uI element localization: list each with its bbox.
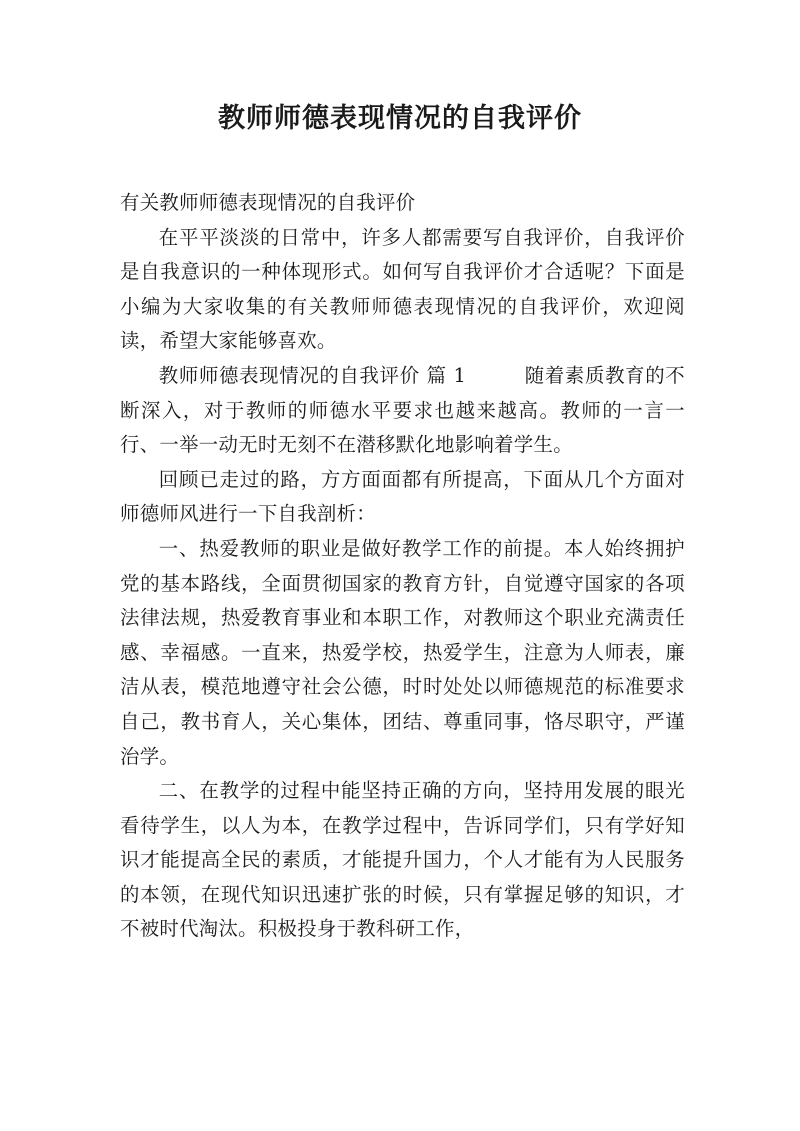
body-paragraph: 一、热爱教师的职业是做好教学工作的前提。本人始终拥护党的基本路线，全面贯彻国家的教育方针，自觉遵守国家的各项法律法规，热爱教育事业和本职工作，对教师这个职业充满责任感、幸福感。一直来，热爱学校，热爱学生，注意为人师表，廉洁从表，模范地遵守社会公德，时时处处以师德规范的标准要求自己，教书育人，关心集体，团结、尊重同事，恪尽职守，严谨治学。 [120, 536, 685, 768]
section-paragraph [120, 359, 685, 463]
document-subtitle: 有关教师师德表现情况的自我评价 [120, 191, 416, 214]
body-paragraph: 二、在教学的过程中能坚持正确的方向，坚持用发展的眼光看待学生，以人为本，在教学过程中，告诉同学们，只有学好知识才能提高全民的素质，才能提升国力，个人才能有为人民服务的本领，在现代知识迅速扩张的时候，只有掌握足够的知识，才不被时代淘汰。积极投身于教科研工作， [120, 779, 685, 941]
section-first-text: 随着素质教育的不断深入，对于教师的师德水平要求也越来越高。教师的一言一行、一举一动无时无刻不在潜移默化地影响着学生。 [120, 363, 685, 457]
body-paragraph: 回顾已走过的路，方方面面都有所提高，下面从几个方面对师德师风进行一下自我剖析： [120, 467, 685, 526]
section-heading: 教师师德表现情况的自我评价 篇 1 [158, 363, 467, 387]
intro-paragraph: 在平平淡淡的日常中，许多人都需要写自我评价，自我评价是自我意识的一种体现形式。如何写自我评价才合适呢？下面是小编为大家收集的有关教师师德表现情况的自我评价，欢迎阅读，希望大家能够喜欢。 [120, 225, 685, 353]
document-title: 教师师德表现情况的自我评价 [218, 103, 582, 134]
document-body [120, 186, 685, 947]
